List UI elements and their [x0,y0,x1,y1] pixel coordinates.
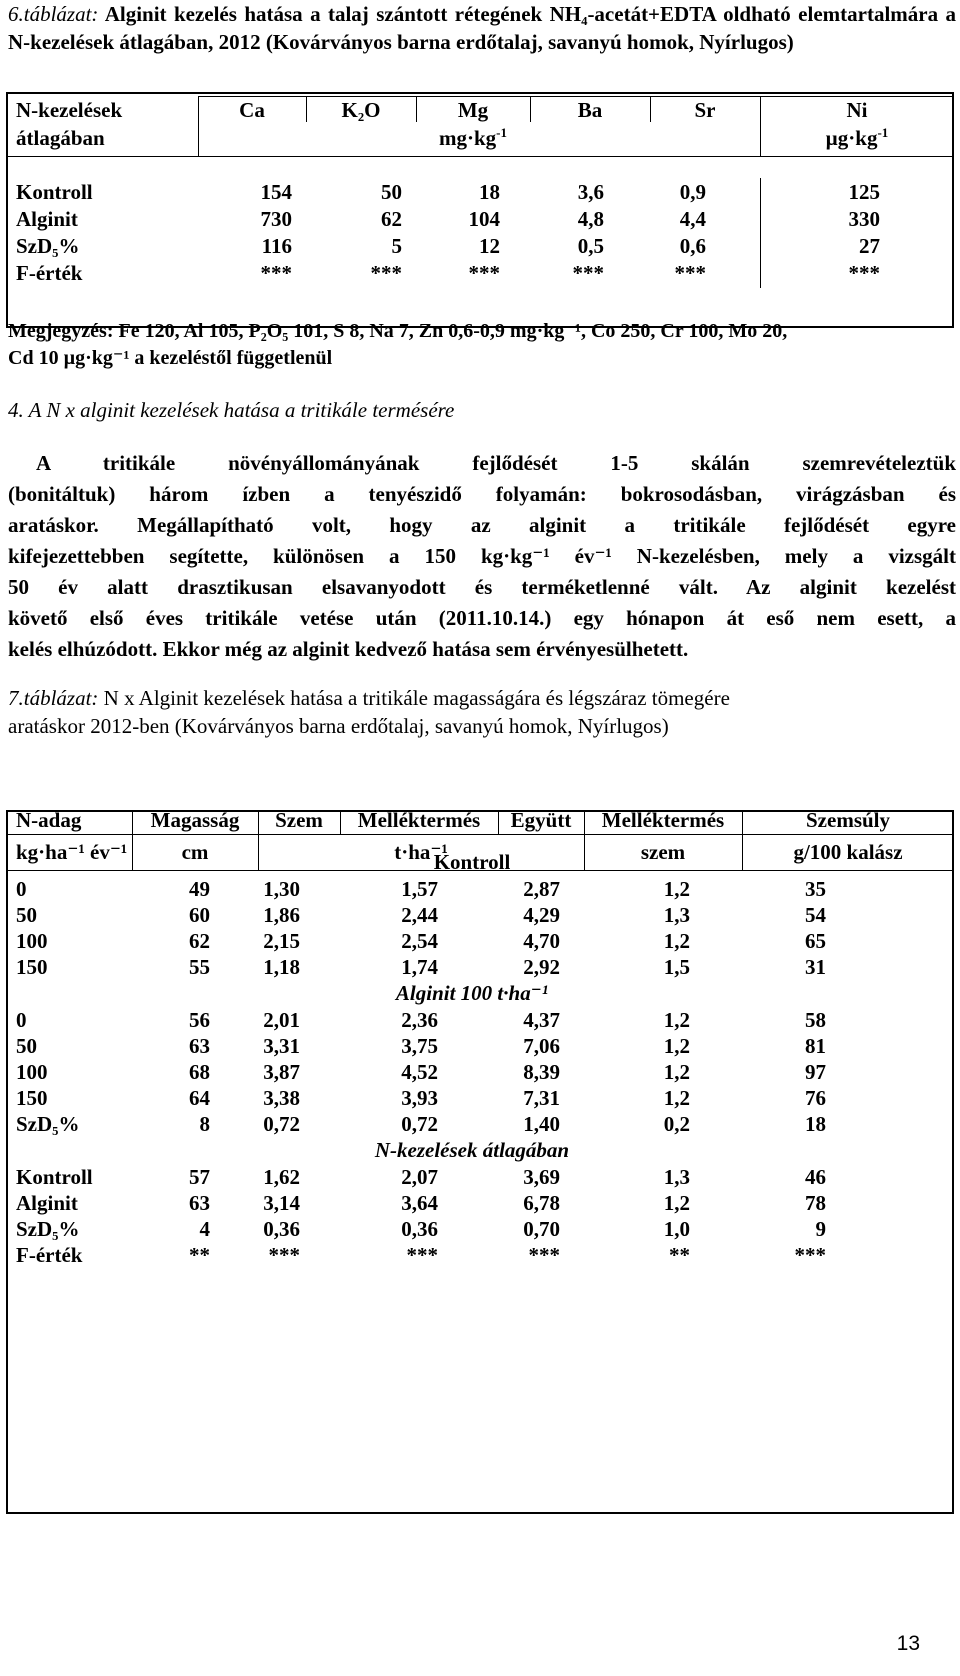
section-line: kifejezettebben segítette, különösen a 150 kg·kg⁻¹ év⁻¹ N-kezelésben, mely a vizsgált [8,544,956,568]
table6-cell: 62 [381,207,402,231]
table7-cell: 3,38 [263,1086,300,1110]
table7-cell: 7,31 [523,1086,560,1110]
table7-col-3: Melléktermés [357,808,481,832]
table7-cell: 0,72 [263,1112,300,1136]
section-line: kelés elhúzódott. Ekkor még az alginit kedvező hatása sem érvényesülhetett. [8,637,689,661]
table7-cell: 2,92 [523,955,560,979]
table7-cell: 63 [189,1034,210,1058]
table7-unit-0: kg·ha⁻¹ év⁻¹ [16,840,128,864]
table7-label: 7.táblázat: [8,686,99,710]
table7-cell: 1,18 [263,955,300,979]
table7-cell: *** [268,1243,300,1267]
table7-cell: 54 [805,903,826,927]
section-paragraph [8,448,956,665]
section-line: (bonitáltuk) három ízben a tenyészidő folyamán: bokrosodásban, virágzásban és [8,482,956,506]
table7-cell: 49 [189,877,210,901]
table7-col-4: Együtt [510,808,572,832]
table7-row-label: 0 [16,1008,27,1032]
table7-cell: 2,44 [401,903,438,927]
table7-cell: 3,69 [523,1165,560,1189]
table7-cell: 1,2 [663,1086,690,1110]
table7-cell: 68 [189,1060,210,1084]
table7-cell: 1,3 [663,1165,690,1189]
table7-cell: 1,0 [663,1217,690,1241]
table6-cell: 12 [479,234,500,258]
table7-row-label: 100 [16,1060,48,1084]
table7-cell: 35 [805,877,826,901]
table7-cell: ** [669,1243,690,1267]
table7-cell: *** [406,1243,438,1267]
table7-cell: 1,62 [263,1165,300,1189]
table6-cell: 0,5 [577,234,604,258]
table7-cell: 56 [189,1008,210,1032]
table6-cell: 125 [848,180,880,204]
table7-cell: 1,2 [663,1060,690,1084]
section-line: 50 év alatt drasztikusan elsavanyodott és terméketlenné vált. Az alginit kezelést [8,575,956,599]
table7-cell: 1,3 [663,903,690,927]
table7-cell: 31 [805,955,826,979]
table6-col-2: Mg [457,98,489,122]
table6-cell: 4,8 [577,207,604,231]
table6-cell: *** [260,261,292,285]
table7-cell: 2,54 [401,929,438,953]
table7-cell: 1,2 [663,1191,690,1215]
table7-row-label: 50 [16,903,37,927]
table7-unit-1: cm [181,840,209,864]
table7-col-0: N-adag [16,808,82,832]
table6-cell: 116 [261,234,292,258]
table7-cell: 4,37 [523,1008,560,1032]
table7-cell: 2,07 [401,1165,438,1189]
table7-row-label: Kontroll [16,1165,93,1189]
table6-row-label: Kontroll [16,180,93,204]
table7-row-label: 0 [16,877,27,901]
table7-row-label: F-érték [16,1243,83,1267]
table6-col-header: N-kezelések [16,98,123,122]
table7-cell: 2,36 [401,1008,438,1032]
table7-unit-3: szem [640,840,686,864]
table7-row-label: 50 [16,1034,37,1058]
table6-unit-ug: $\mu g\cdot kg^{-1}$ [825,125,889,150]
table7-cell: 0,72 [401,1112,438,1136]
table7-cell: 4,52 [401,1060,438,1084]
table7-cell: 0,2 [663,1112,690,1136]
table6-label: 6.táblázat: [8,2,99,26]
table7-cell: 4,29 [523,903,560,927]
table7-cell: 2,87 [523,877,560,901]
table7-cell: 8,39 [523,1060,560,1084]
table7-row-label: 150 [16,955,48,979]
section-line: aratáskor. Megállapítható volt, hogy az alginit a tritikále fejlődését egyre [8,513,956,537]
table7-cell: 1,86 [263,903,300,927]
table7-cell: 3,14 [263,1191,300,1215]
table7-cell: 6,78 [523,1191,560,1215]
table6-cell: 0,6 [679,234,706,258]
table7-cell: 0,70 [523,1217,560,1241]
table6-col-3: Ba [577,98,603,122]
table6-cell: *** [674,261,706,285]
table7-row-label: 100 [16,929,48,953]
table7-cell: 62 [189,929,210,953]
table7-cell: 0,36 [263,1217,300,1241]
table7-row-label: 150 [16,1086,48,1110]
table7-cell: ** [189,1243,210,1267]
table7-cell: 1,2 [663,929,690,953]
table6-row-label: Alginit [16,207,78,231]
table7-cell: 7,06 [523,1034,560,1058]
table7-cell: 3,87 [263,1060,300,1084]
table7-cell: 76 [805,1086,826,1110]
table6-cell: 50 [381,180,402,204]
table7-unit-4: g/100 kalász [793,840,903,864]
table7-cell: 58 [805,1008,826,1032]
table7-cell: 9 [815,1217,826,1241]
table6-cell: 730 [260,207,292,231]
table7-group-title: N-kezelések átlagában [374,1138,570,1162]
table6-col-1: K₂O [341,98,381,122]
table6-caption-text: Alginit kezelés hatása a talaj szántott rétegének NH₄-acetát+EDTA oldható elemtartalmára a N-kezelések átlagában, 2012 (Kovárványos barna erdőtalaj, savanyú homok, Nyírlugos) [8,2,956,54]
table7-cell: 1,74 [401,955,438,979]
table7-group-title: Alginit 100 t·ha⁻¹ [395,981,549,1005]
table6-cell: 0,9 [679,180,706,204]
table7-cell: 3,93 [401,1086,438,1110]
table7-cell: 3,75 [401,1034,438,1058]
table7-cell: 1,5 [663,955,690,979]
table7-cell: 3,64 [401,1191,438,1215]
table7-cell: 1,2 [663,1008,690,1032]
table7-caption: 7.táblázat: N x Alginit kezelések hatása a tritikále magasságára és légszáraz tömegére aratáskor 2012-ben (Kovárványos barna erdőtalaj, savanyú homok, Nyírlugos) [8,686,730,738]
table6-caption [8,0,956,56]
table6-row-label: F-érték [16,261,83,285]
table7-cell: 0,36 [401,1217,438,1241]
table7-cell: 97 [805,1060,826,1084]
table7-cell: 78 [805,1191,826,1215]
table6-cell: 27 [859,234,880,258]
table6-cell: 104 [468,207,500,231]
table7-cell: 65 [805,929,826,953]
table6-cell: 3,6 [577,180,604,204]
table7-cell: 1,2 [663,1034,690,1058]
table6-cell: *** [468,261,500,285]
table6-cell: *** [848,261,880,285]
table7-cell: 81 [805,1034,826,1058]
table7-cell: 4,70 [523,929,560,953]
section-line: A tritikále növényállományának fejlődését 1-5 skálán szemrevételeztük [36,451,956,475]
table7-unit-2: t·ha⁻¹ [394,840,448,864]
table6-cell: 18 [479,180,500,204]
table7-cell: 8 [199,1112,210,1136]
table6-col-5: Ni [846,98,868,122]
table6-cell: *** [572,261,604,285]
page-number: 13 [896,1632,920,1655]
table7-cell: 3,31 [263,1034,300,1058]
table7-cell: 1,30 [263,877,300,901]
table7-cell: 18 [805,1112,826,1136]
table6-col-0: Ca [239,98,265,122]
table7-row-label: SzD₅% [16,1217,80,1241]
table7-row-label: SzD₅% [16,1112,80,1136]
table7-cell: *** [528,1243,560,1267]
table7-cell: 4 [199,1217,210,1241]
table7-cell: 60 [189,903,210,927]
table7-row-label: Alginit [16,1191,78,1215]
table7-cell: 2,15 [263,929,300,953]
table7-cell: *** [794,1243,826,1267]
table7-cell: 2,01 [263,1008,300,1032]
table7-cell: 1,2 [663,877,690,901]
table7-col-5: Melléktermés [601,808,725,832]
table7-group-title: Kontroll [433,850,511,874]
table6-unit-mg: $mg\cdot kg^{-1}$ [438,125,508,150]
table7-cell: 63 [189,1191,210,1215]
table6-note: Megjegyzés: Fe 120, Al 105, P₂O₅ 101, S 8, Na 7, Zn 0,6-0,9 mg·kg⁻¹, Co 250, Cr 100, Mo 20, Cd 10 µg·kg⁻¹ a kezeléstől függetlenül [8,320,788,369]
table7-cell: 57 [189,1165,210,1189]
table6-cell: 4,4 [679,207,706,231]
table7-cell: 55 [189,955,210,979]
section-heading: 4. A N x alginit kezelések hatása a tritikále termésére [8,398,455,422]
table7-cell: 1,40 [523,1112,560,1136]
table6-col-header-b: átlagában [16,126,105,150]
table6-cell: 5 [391,234,402,258]
section-line: követő első éves tritikále vetése után (2011.10.14.) egy hónapon át eső nem esett, a [8,606,956,630]
table6-cell: 154 [260,180,292,204]
table7-col-6: Szemsúly [806,808,890,832]
table6-col-4: Sr [694,98,716,122]
table6-row-label: SzD₅% [16,234,80,258]
table7-col-2: Szem [275,808,323,832]
table6-cell: 330 [848,207,880,231]
table7-cell: 46 [805,1165,826,1189]
table7-cell: 64 [189,1086,210,1110]
table7-col-1: Magasság [150,808,240,832]
table6-cell: *** [370,261,402,285]
table7-cell: 1,57 [401,877,438,901]
